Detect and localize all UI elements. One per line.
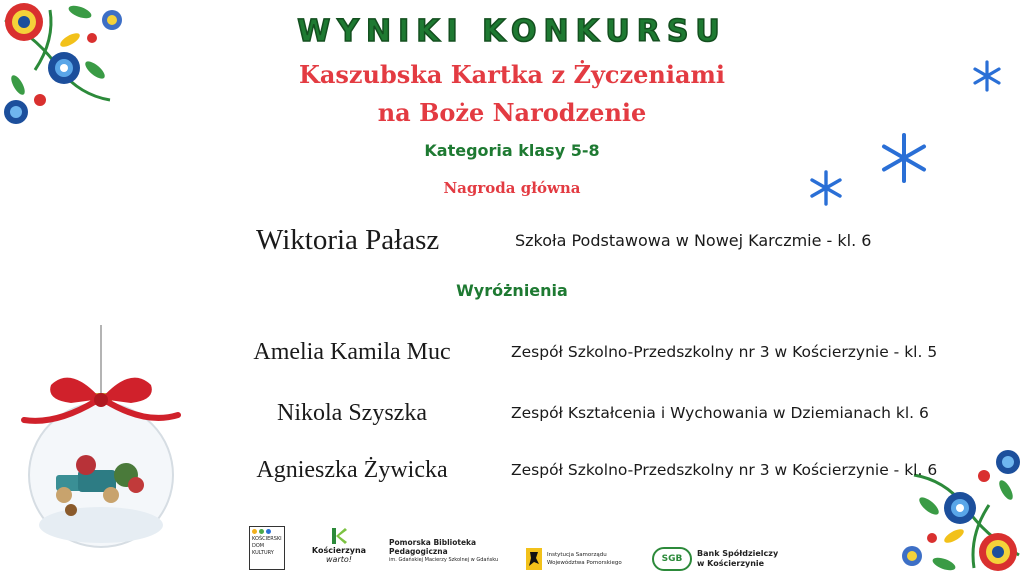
sgb-mark: SGB bbox=[661, 554, 683, 564]
samorzad-line2: Województwa Pomorskiego bbox=[547, 560, 622, 566]
honor-name: Agnieszka Żywicka bbox=[256, 457, 448, 483]
bank-line2: w Kościerzynie bbox=[697, 559, 765, 568]
logo-bank-spoldzielczy bbox=[652, 534, 787, 576]
kdk-line2: DOM bbox=[252, 543, 265, 549]
main-prize-winner-name: Wiktoria Pałasz bbox=[256, 224, 440, 256]
koscierzyna-line2: warto! bbox=[326, 555, 352, 564]
pbp-subtitle: im. Gdańskiej Macierzy Szkolnej w Gdańsku bbox=[389, 557, 499, 563]
bank-line1: Bank Spółdzielczy bbox=[697, 549, 779, 558]
contest-name-line1: Kaszubska Kartka z Życzeniami bbox=[298, 60, 726, 89]
main-prize-label: Nagroda główna bbox=[443, 179, 581, 197]
kdk-line1: KOŚCIERSKI bbox=[252, 536, 282, 542]
koscierzyna-k-icon bbox=[329, 526, 349, 546]
logo-pomorska-biblioteka-pedagogiczna bbox=[389, 538, 519, 576]
logo-samorzad-pomorskie bbox=[526, 534, 641, 576]
honor-name: Nikola Szyszka bbox=[277, 400, 427, 426]
honors-label: Wyróżnienia bbox=[456, 281, 568, 300]
contest-name-line2: na Boże Narodzenie bbox=[377, 98, 647, 127]
christmas-bauble-ornament bbox=[16, 325, 186, 550]
honor-school: Zespół Szkolno-Przedszkolny nr 3 w Kościerzynie - kl. 5 bbox=[511, 343, 938, 361]
main-prize-winner-school: Szkoła Podstawowa w Nowej Karczmie - kl. 6 bbox=[515, 231, 872, 250]
koscierzyna-line1: Kościerzyna bbox=[311, 546, 367, 555]
kdk-line3: KULTURY bbox=[252, 550, 274, 556]
logo-koscierzyna-warto bbox=[308, 526, 370, 576]
honor-name: Amelia Kamila Muc bbox=[253, 339, 451, 365]
honor-school: Zespół Szkolno-Przedszkolny nr 3 w Kościerzynie - kl. 6 bbox=[511, 461, 938, 479]
pbp-title: Pomorska Biblioteka Pedagogiczna bbox=[389, 538, 477, 556]
honor-school: Zespół Kształcenia i Wychowania w Dziemianach kl. 6 bbox=[511, 404, 929, 422]
samorzad-line1: Instytucja Samorządu bbox=[547, 552, 607, 558]
sgb-badge bbox=[652, 547, 692, 571]
contest-results-title: WYNIKI KONKURSU bbox=[297, 14, 727, 49]
category-label: Kategoria klasy 5-8 bbox=[424, 141, 600, 160]
pomorskie-griffin-icon bbox=[526, 548, 542, 570]
logo-koscierski-dom-kultury bbox=[249, 526, 285, 570]
